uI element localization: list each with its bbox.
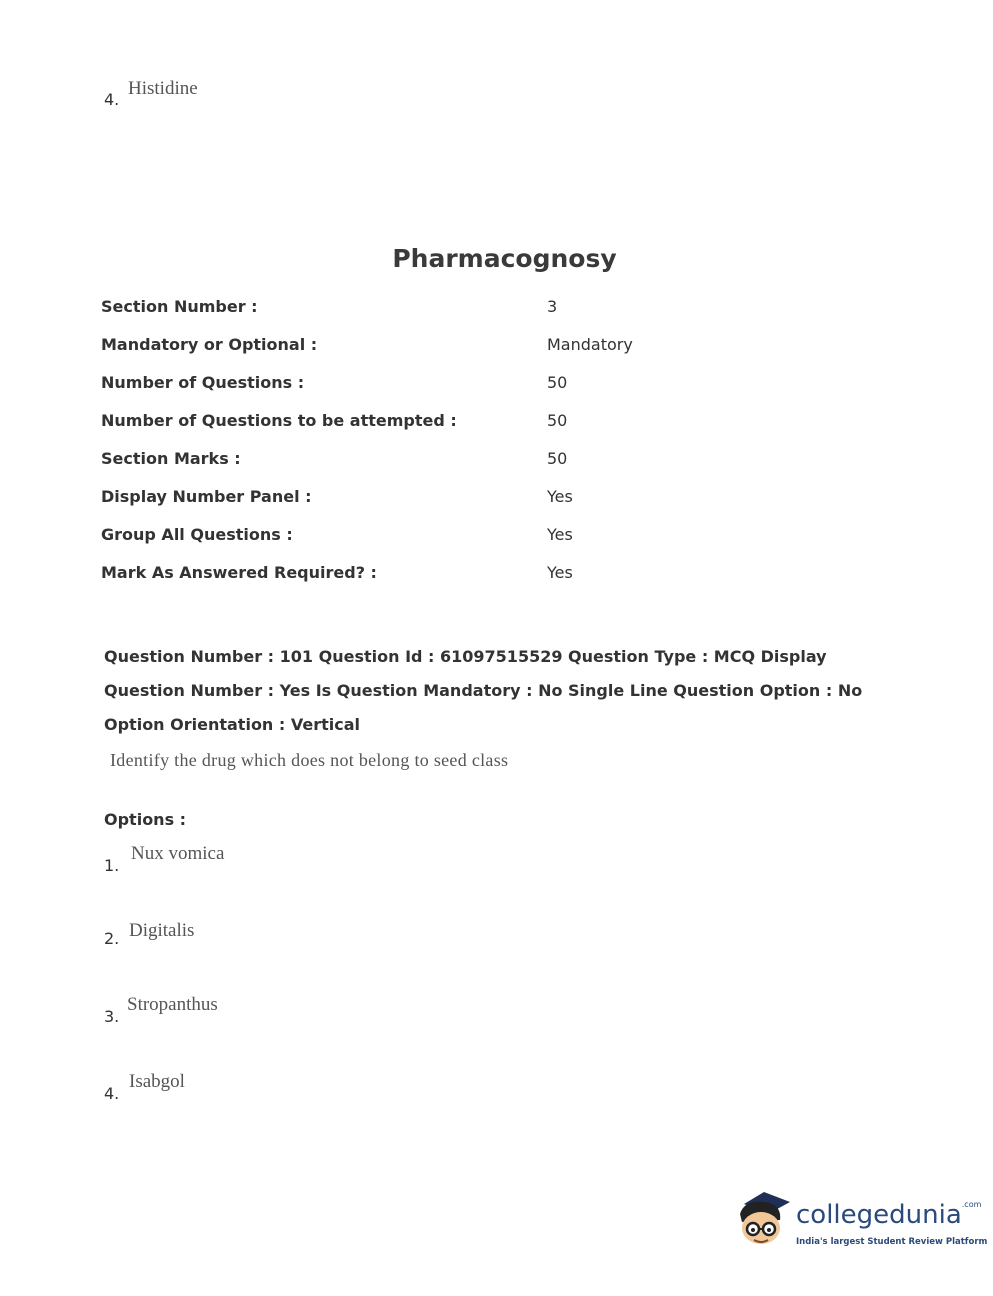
mark-as-answered-label: Mark As Answered Required? : [101,563,377,582]
option-number: 4. [104,90,120,109]
logo-tagline: India's largest Student Review Platform [796,1237,988,1247]
section-number-value: 3 [547,297,558,316]
display-number-panel-value: Yes [547,487,573,506]
questions-count-value: 50 [547,373,568,392]
mascot-icon [734,1188,798,1258]
mandatory-value: Mandatory [547,335,633,354]
question-meta: Question Number : 101 Question Id : 61097515529 Question Type : MCQ Display Question Number : Yes Is Question Mandatory : No Single Line Question Option : No Option Orientation : Vertical [104,647,863,734]
option-text: Stropanthus [127,994,218,1015]
option-text: Nux vomica [131,843,225,864]
section-title: Pharmacognosy [392,244,617,273]
group-all-questions-label: Group All Questions : [101,525,293,544]
options-label: Options : [104,810,187,829]
display-number-panel-label: Display Number Panel : [101,487,312,506]
mark-as-answered-value: Yes [547,563,573,582]
option-text: Isabgol [129,1071,185,1092]
mandatory-label: Mandatory or Optional : [101,335,318,354]
question-text: Identify the drug which does not belong to seed class [110,750,509,770]
group-all-questions-value: Yes [547,525,573,544]
section-marks-value: 50 [547,449,568,468]
section-number-label: Section Number : [101,297,258,316]
option-text: Digitalis [129,920,195,941]
logo-wordmark: collegedunia$^{.com}$ [796,1200,982,1230]
option-number: 4. [104,1084,120,1103]
option-number: 2. [104,929,120,948]
option-number: 1. [104,856,120,875]
questions-attempted-value: 50 [547,411,568,430]
option-text: Histidine [128,78,198,99]
questions-attempted-label: Number of Questions to be attempted : [101,411,457,430]
option-number: 3. [104,1007,120,1026]
section-marks-label: Section Marks : [101,449,241,468]
questions-count-label: Number of Questions : [101,373,305,392]
